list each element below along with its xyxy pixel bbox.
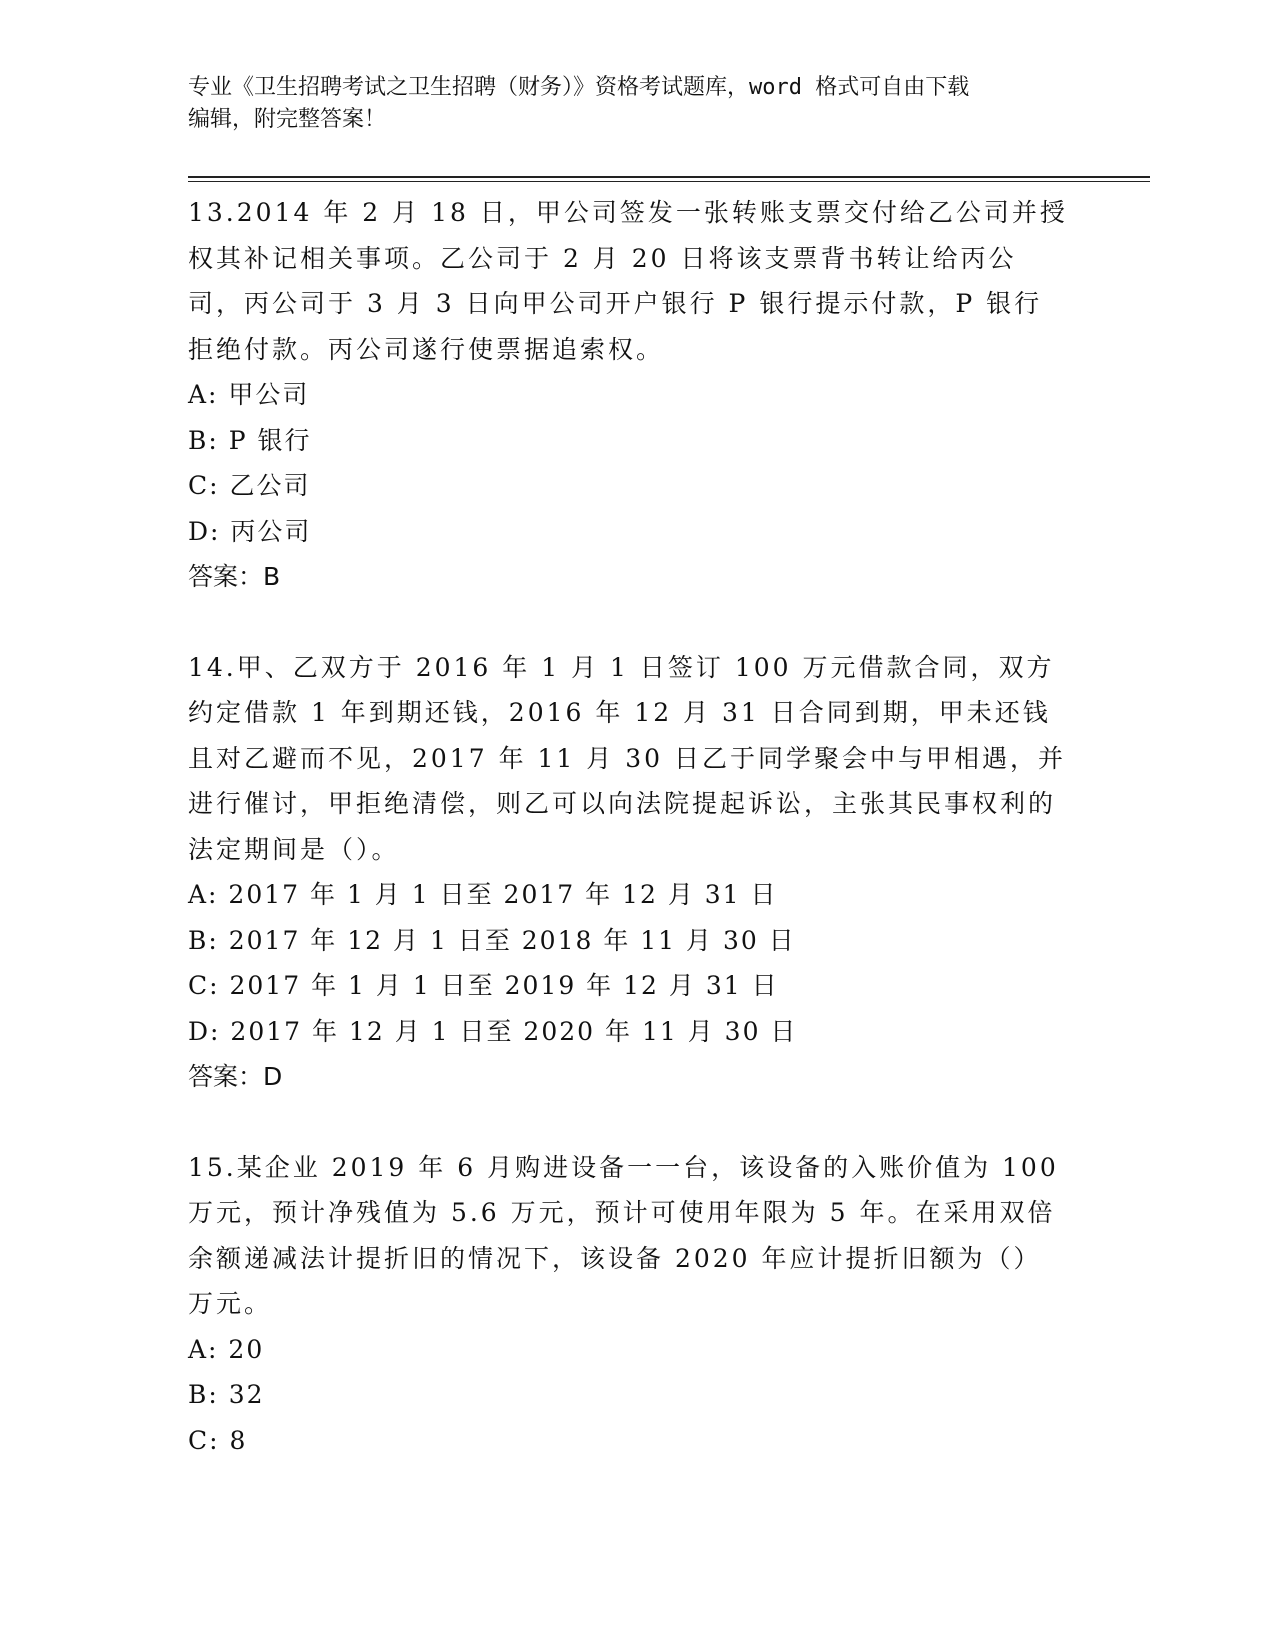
option-d: D: 2017 年 12 月 1 日至 2020 年 11 月 30 日 bbox=[188, 1016, 798, 1046]
option-b: B: 2017 年 12 月 1 日至 2018 年 11 月 30 日 bbox=[188, 925, 796, 955]
header-line-1: 专业《卫生招聘考试之卫生招聘（财务）》资格考试题库，word 格式可自由下载 bbox=[188, 75, 970, 100]
question-stem: 14.甲、乙双方于 2016 年 1 月 1 日签订 100 万元借款合同，双方约定借款 1 年到期还钱，2016 年 12 月 31 日合同到期，甲未还钱且对乙避而不见，2017 年 11 月 30 日乙于同学聚会中与甲相遇，并进行催讨，甲拒绝清偿，则乙可以向法院提起诉讼，主张其民事权利的法定期间是（）。 bbox=[188, 652, 1066, 864]
answer-line: 答案：B bbox=[188, 562, 281, 591]
question-14 bbox=[188, 645, 1068, 1100]
question-13 bbox=[188, 190, 1068, 600]
question-15 bbox=[188, 1145, 1068, 1464]
header-line-2: 编辑，附完整答案！ bbox=[188, 107, 387, 132]
header-divider-thick bbox=[188, 176, 1150, 178]
option-b: B: 32 bbox=[188, 1380, 265, 1409]
option-c: C: 8 bbox=[188, 1425, 248, 1455]
option-a: A: 2017 年 1 月 1 日至 2017 年 12 月 31 日 bbox=[188, 880, 778, 909]
question-stem: 15.某企业 2019 年 6 月购进设备一一台，该设备的入账价值为 100 万元，预计净残值为 5.6 万元，预计可使用年限为 5 年。在采用双倍余额递减法计提折旧的情况下，该设备 2020 年应计提折旧额为（）万元。 bbox=[188, 1152, 1059, 1318]
option-d: D: 丙公司 bbox=[188, 516, 312, 546]
document-header bbox=[188, 72, 1068, 136]
header-divider-thin bbox=[188, 181, 1150, 182]
option-a: A: 甲公司 bbox=[188, 380, 310, 409]
answer-line: 答案：D bbox=[188, 1062, 283, 1091]
question-stem: 13.2014 年 2 月 18 日，甲公司签发一张转账支票交付给乙公司并授权其补记相关事项。乙公司于 2 月 20 日将该支票背书转让给丙公司，丙公司于 3 月 3 日向甲公司开户银行 P 银行提示付款，P 银行拒绝付款。丙公司遂行使票据追索权。 bbox=[188, 198, 1068, 364]
option-c: C: 2017 年 1 月 1 日至 2019 年 12 月 31 日 bbox=[188, 971, 779, 1000]
question-list bbox=[188, 190, 1068, 1508]
option-a: A: 20 bbox=[188, 1334, 265, 1364]
option-c: C: 乙公司 bbox=[188, 471, 311, 500]
option-b: B: P 银行 bbox=[188, 425, 312, 455]
